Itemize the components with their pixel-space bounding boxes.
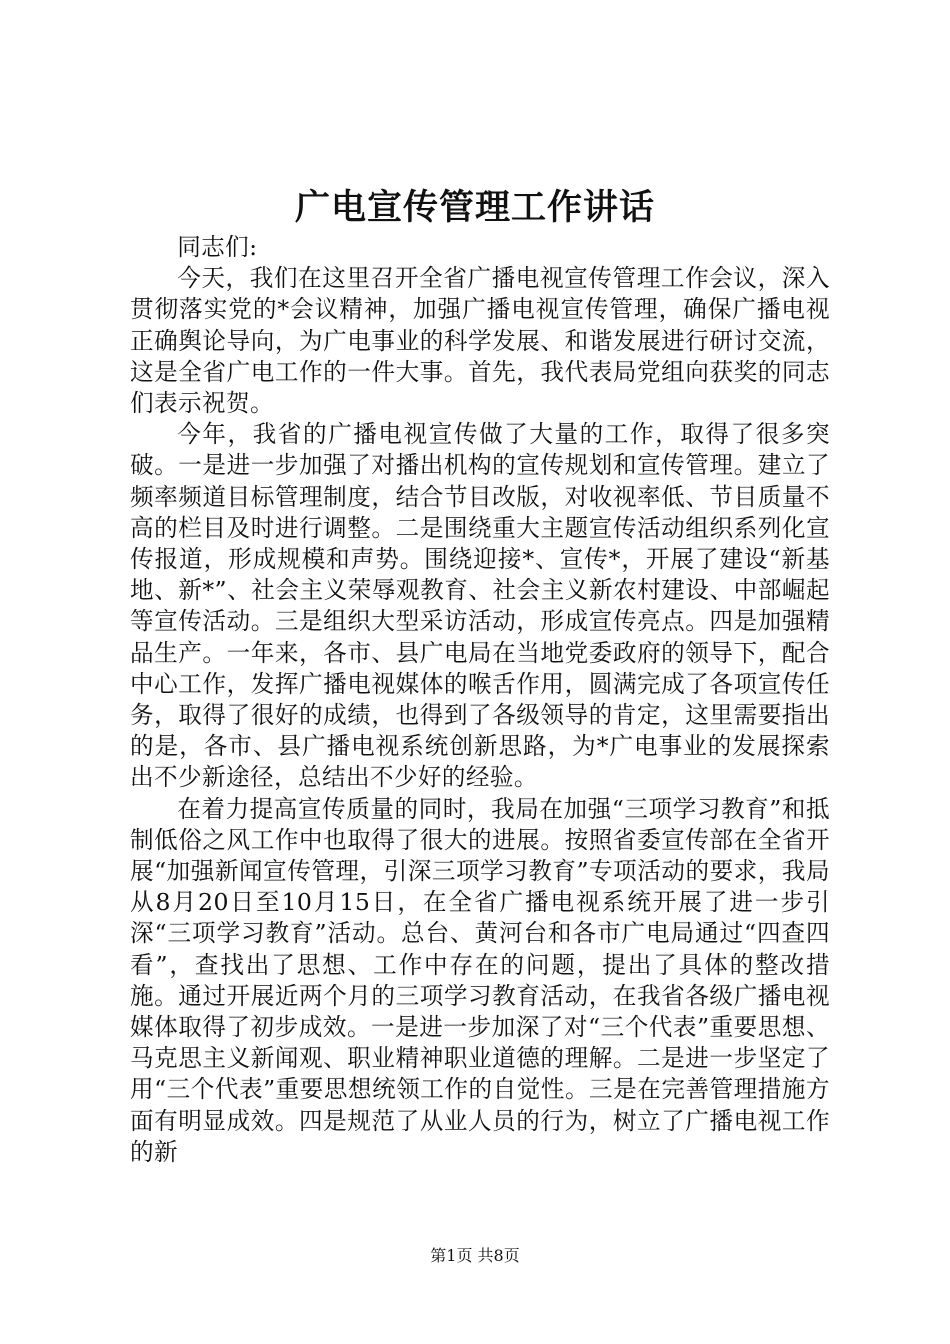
document-title: 广电宣传管理工作讲话 [294, 187, 655, 228]
paragraph-1: 今天，我们在这里召开全省广播电视宣传管理工作会议，深入贯彻落实党的*会议精神，加强广播电视宣传管理，确保广播电视正确舆论导向，为广电事业的科学发展、和谐发展进行研讨交流，这是全省广电工作的一件大事。首先，我代表局党组向获奖的同志们表示祝贺。 [130, 264, 830, 418]
document-body [130, 232, 830, 1168]
paragraph-3: 在着力提高宣传质量的同时，我局在加强“三项学习教育”和抵制低俗之风工作中也取得了很大的进展。按照省委宣传部在全省开展“加强新闻宣传管理，引深三项学习教育”专项活动的要求，我局从8月20日至10月15日，在全省广播电视系统开展了进一步引深“三项学习教育”活动。总台、黄河台和各市广电局通过“四查四看”，查找出了思想、工作中存在的问题，提出了具体的整改措施。通过开展近两个月的三项学习教育活动，在我省各级广播电视媒体取得了初步成效。一是进一步加深了对“三个代表”重要思想、马克思主义新闻观、职业精神职业道德的理解。二是进一步坚定了用“三个代表”重要思想统领工作的自觉性。三是在完善管理措施方面有明显成效。四是规范了从业人员的行为，树立了广播电视工作的新 [130, 794, 830, 1166]
paragraph-2: 今年，我省的广播电视宣传做了大量的工作，取得了很多突破。一是进一步加强了对播出机构的宣传规划和宣传管理。建立了频率频道目标管理制度，结合节目改版，对收视率低、节目质量不高的栏目及时进行调整。二是围绕重大主题宣传活动组织系列化宣传报道，形成规模和声势。围绕迎接*、宣传*，开展了建设“新基地、新*”、社会主义荣辱观教育、社会主义新农村建设、中部崛起等宣传活动。三是组织大型采访活动，形成宣传亮点。四是加强精品生产。一年来，各市、县广电局在当地党委政府的领导下，配合中心工作，发挥广播电视媒体的喉舌作用，圆满完成了各项宣传任务，取得了很好的成绩，也得到了各级领导的肯定，这里需要指出的是，各市、县广播电视系统创新思路，为*广电事业的发展探索出不少新途径，总结出不少好的经验。 [130, 420, 830, 792]
greeting-line: 同志们: [177, 233, 258, 261]
page-number-footer: 第1页 共8页 [430, 1246, 520, 1265]
